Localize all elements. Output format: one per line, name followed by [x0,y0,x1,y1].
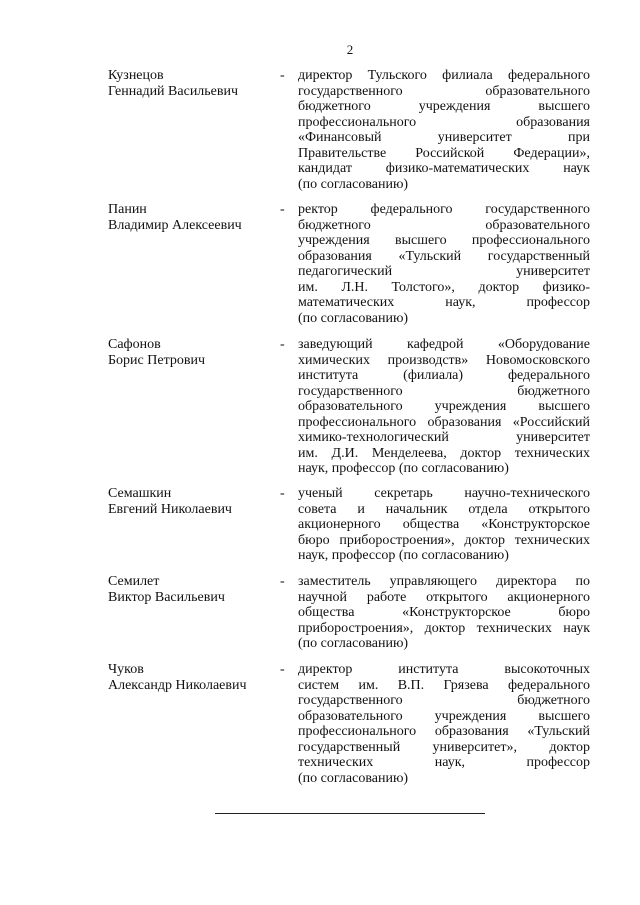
desc-line: педагогический университет [298,264,590,279]
desc-line: образования «Тульский государственный [298,248,590,264]
dash-separator: - [280,202,285,217]
desc-line: акционерного общества «Конструкторское [298,517,590,532]
position-description [298,68,590,192]
desc-line: наук, профессор (по согласованию) [298,548,509,563]
desc-line: директор института высокоточных [298,662,590,677]
desc-line: (по согласованию) [298,310,409,326]
desc-line: профессионального образования «Российский [298,414,590,430]
desc-line: математических наук, профессор [298,295,590,310]
end-divider-line [215,813,485,814]
person-name [108,202,278,233]
desc-line: государственный университет», доктор [298,739,590,755]
person-name [108,574,278,605]
given-names: Владимир Алексеевич [108,217,242,233]
position-description [298,337,590,477]
given-names: Александр Николаевич [108,677,247,693]
desc-line: ректор федерального государственного [298,202,590,217]
desc-line: научной работе открытого акционерного [298,589,590,605]
person-name [108,486,278,517]
dash-separator: - [280,337,285,352]
desc-line: (по согласованию) [298,176,409,192]
desc-line: заведующий кафедрой «Оборудование [298,337,590,352]
position-description [298,202,590,326]
dash-separator: - [280,662,285,677]
desc-line: государственного бюджетного [298,383,590,399]
desc-line: государственного бюджетного [298,693,590,708]
given-names: Виктор Васильевич [108,589,225,605]
person-name [108,68,278,99]
desc-line: (по согласованию) [298,636,409,651]
given-names: Борис Петрович [108,352,206,368]
desc-line: Правительстве Российской Федерации», [298,145,590,161]
desc-line: «Финансовый университет при [298,130,590,145]
desc-line: им. Л.Н. Толстого», доктор физико- [298,279,590,295]
surname: Сафонов [108,337,161,352]
desc-line: кандидат физико-математических наук [298,161,590,176]
desc-line: систем им. В.П. Грязева федерального [298,677,590,693]
desc-line: профессионального образования [298,114,590,130]
desc-line: наук, профессор (по согласованию) [298,461,509,476]
surname: Семилет [108,574,160,589]
position-description [298,486,590,564]
surname: Кузнецов [108,68,164,83]
dash-separator: - [280,486,285,501]
desc-line: учреждения высшего профессионального [298,233,590,248]
desc-line: образовательного учреждения высшего [298,399,590,414]
page-number: 2 [346,42,354,57]
desc-line: ученый секретарь научно-технического [298,486,590,501]
given-names: Евгений Николаевич [108,501,232,517]
desc-line: профессионального образования «Тульский [298,724,590,739]
given-names: Геннадий Васильевич [108,83,239,99]
person-name [108,662,278,693]
person-name [108,337,278,368]
position-description [298,662,590,786]
desc-line: технических наук, профессор [298,755,590,770]
desc-line: образовательного учреждения высшего [298,708,590,724]
position-description [298,574,590,652]
desc-line: государственного образовательного [298,83,590,99]
desc-line: бюджетного учреждения высшего [298,99,590,114]
desc-line: бюро приборостроения», доктор технических [298,532,590,548]
desc-line: директор Тульского филиала федерального [298,68,590,83]
dash-separator: - [280,574,285,589]
desc-line: совета и начальник отдела открытого [298,501,590,517]
surname: Семашкин [108,486,172,501]
desc-line: заместитель управляющего директора по [298,574,590,589]
desc-line: института (филиала) федерального [298,368,590,383]
surname: Панин [108,202,147,217]
dash-separator: - [280,68,285,83]
desc-line: бюджетного образовательного [298,217,590,233]
desc-line: (по согласованию) [298,770,409,786]
desc-line: химико-технологический университет [298,430,590,445]
desc-line: химических производств» Новомосковского [298,352,590,368]
desc-line: им. Д.И. Менделеева, доктор технических [298,445,590,461]
desc-line: общества «Конструкторское бюро [298,605,590,620]
desc-line: приборостроения», доктор технических наук [298,620,590,636]
surname: Чуков [108,662,144,677]
